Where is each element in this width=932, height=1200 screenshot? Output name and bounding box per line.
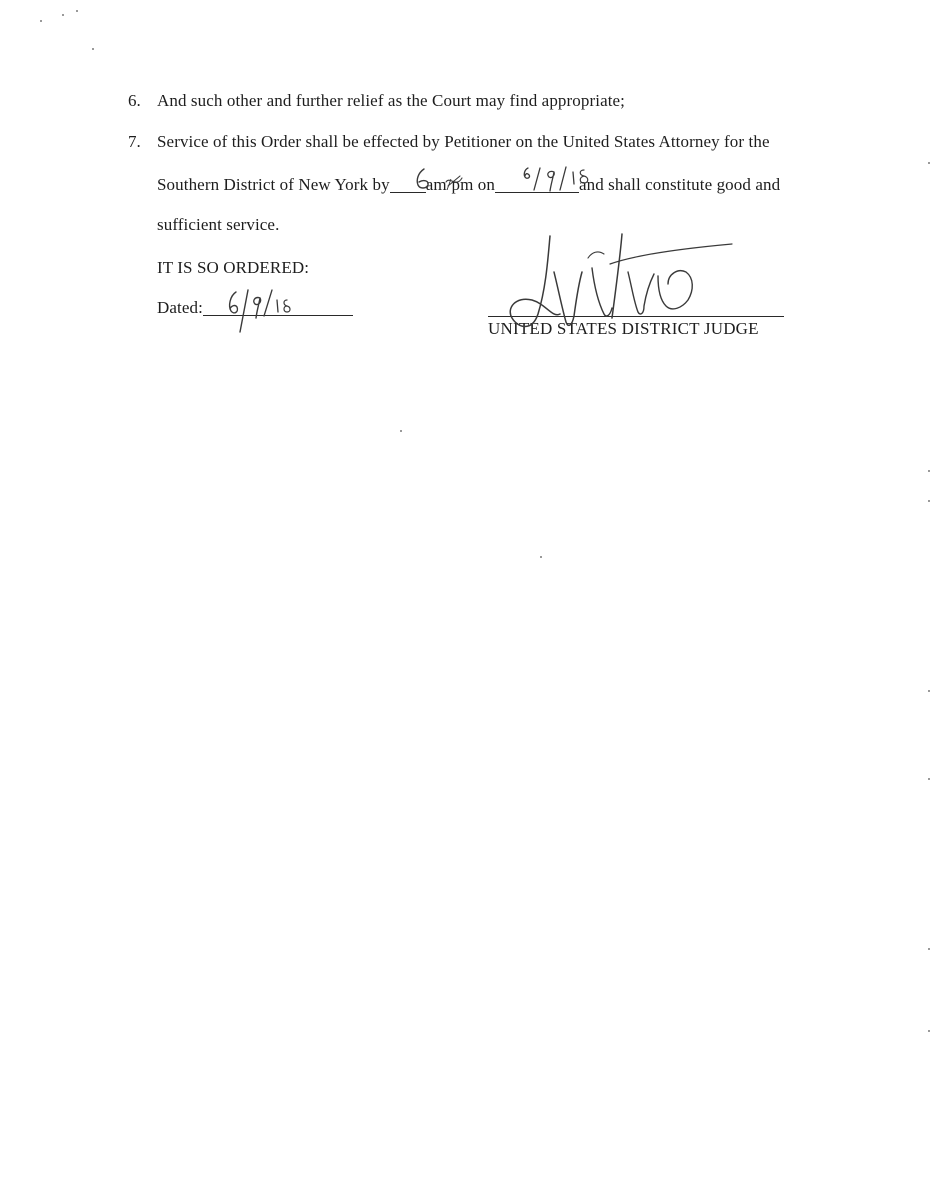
item-7-line-3: sufficient service. — [157, 215, 280, 234]
scan-speck — [928, 1030, 930, 1032]
dated-label: Dated: — [157, 298, 203, 317]
item-number: 7. — [128, 132, 141, 151]
item-7-line-1: Service of this Order shall be effected by Petitioner on the United States Attorney for the — [157, 132, 770, 151]
item-7-line-2-start: Southern District of New York by — [157, 175, 390, 194]
scan-speck — [928, 470, 930, 472]
scan-speck — [40, 20, 42, 22]
scan-speck — [928, 690, 930, 692]
item-number: 6. — [128, 91, 141, 110]
scan-speck — [928, 778, 930, 780]
scan-speck — [400, 430, 402, 432]
scan-speck — [928, 162, 930, 164]
signature-line — [488, 316, 784, 317]
scan-speck — [76, 10, 78, 12]
item-7-line-2 — [157, 174, 780, 195]
item-6-text: And such other and further relief as the Court may find appropriate; — [157, 91, 626, 110]
scan-speck — [928, 500, 930, 502]
signature-caption: UNITED STATES DISTRICT JUDGE — [488, 319, 759, 338]
scan-speck — [540, 556, 542, 558]
time-blank — [390, 174, 426, 193]
scan-speck — [92, 48, 94, 50]
item-7-line-2-end: and shall constitute good and — [578, 175, 781, 194]
dated-blank — [203, 297, 353, 316]
scan-speck — [62, 14, 64, 16]
so-ordered: IT IS SO ORDERED: — [157, 258, 310, 277]
date-blank — [495, 174, 579, 193]
scan-speck — [928, 948, 930, 950]
dated-line — [157, 297, 353, 318]
item-7-line-2-middle: am/pm on — [425, 175, 495, 194]
